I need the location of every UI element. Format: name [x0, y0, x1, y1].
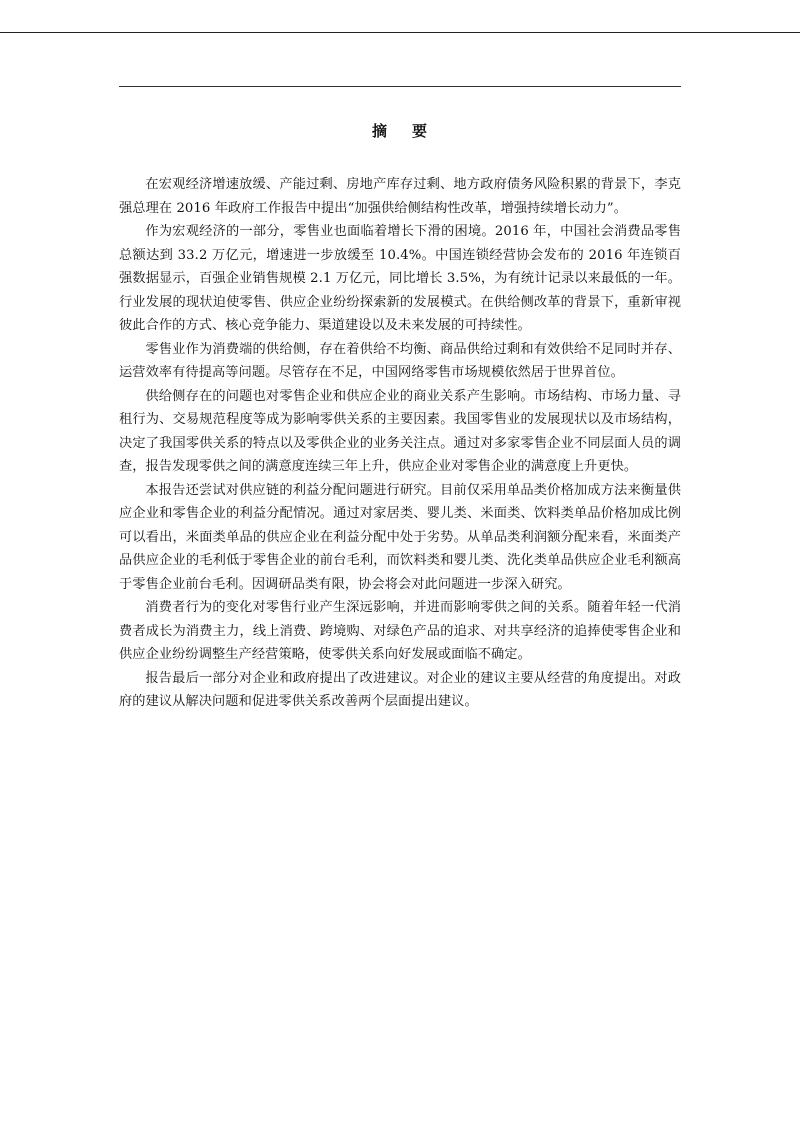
title-char-2: 要 — [412, 122, 429, 140]
abstract-title — [119, 120, 681, 141]
paragraph-6: 消费者行为的变化对零售行业产生深远影响，并进而影响零供之间的关系。随着年轻一代消费者成长为消费主力，线上消费、跨境购、对绿色产品的追求、对共享经济的追捧使零售企业和供应企业纷纷调整生产经营策略，使零供关系向好发展或面临不确定。 — [119, 600, 681, 662]
header-rule — [119, 86, 681, 87]
paragraph-4: 供给侧存在的问题也对零售企业和供应企业的商业关系产生影响。市场结构、市场力量、寻租行为、交易规范程度等成为影响零供关系的主要因素。我国零售业的发展现状以及市场结构，决定了我国零供关系的特点以及零供企业的业务关注点。通过对多家零售企业不同层面人员的调查，报告发现零供之间的满意度连续三年上升，供应企业对零售企业的满意度上升更快。 — [119, 388, 681, 474]
title-char-1: 摘 — [371, 122, 388, 140]
paragraph-7: 报告最后一部分对企业和政府提出了改进建议。对企业的建议主要从经营的角度提出。对政府的建议从解决问题和促进零供关系改善两个层面提出建议。 — [119, 670, 681, 709]
paragraph-2: 作为宏观经济的一部分，零售业也面临着增长下滑的困境。2016 年，中国社会消费品零售总额达到 33.2 万亿元，增速进一步放缓至 10.4%。中国连锁经营协会发布的 2016 年连锁百强数据显示，百强企业销售规模 2.1 万亿元，同比增长 3.5%，为有统计记录以来最低的一年。行业发展的现状迫使零售、供应企业纷纷探索新的发展模式。在供给侧改革的背景下，重新审视彼此合作的方式、核心竞争能力、渠道建设以及未来发展的可持续性。 — [119, 224, 681, 333]
page-top-border — [0, 32, 800, 33]
paragraph-5: 本报告还尝试对供应链的利益分配问题进行研究。目前仅采用单品类价格加成方法来衡量供应企业和零售企业的利益分配情况。通过对家居类、婴儿类、米面类、饮料类单品价格加成比例可以看出，米面类单品的供应企业在利益分配中处于劣势。从单品类利润额分配来看，米面类产品供应企业的毛利低于零售企业的前台毛利，而饮料类和婴儿类、洗化类单品供应企业毛利额高于零售企业前台毛利。因调研品类有限，协会将会对此问题进一步深入研究。 — [119, 482, 681, 592]
paragraph-3: 零售业作为消费端的供给侧，存在着供给不均衡、商品供给过剩和有效供给不足同时并存、运营效率有待提高等问题。尽管存在不足，中国网络零售市场规模依然居于世界首位。 — [119, 341, 681, 380]
abstract-body — [119, 173, 681, 714]
paragraph-1: 在宏观经济增速放缓、产能过剩、房地产库存过剩、地方政府债务风险积累的背景下，李克强总理在 2016 年政府工作报告中提出“加强供给侧结构性改革，增强持续增长动力”。 — [119, 177, 681, 216]
